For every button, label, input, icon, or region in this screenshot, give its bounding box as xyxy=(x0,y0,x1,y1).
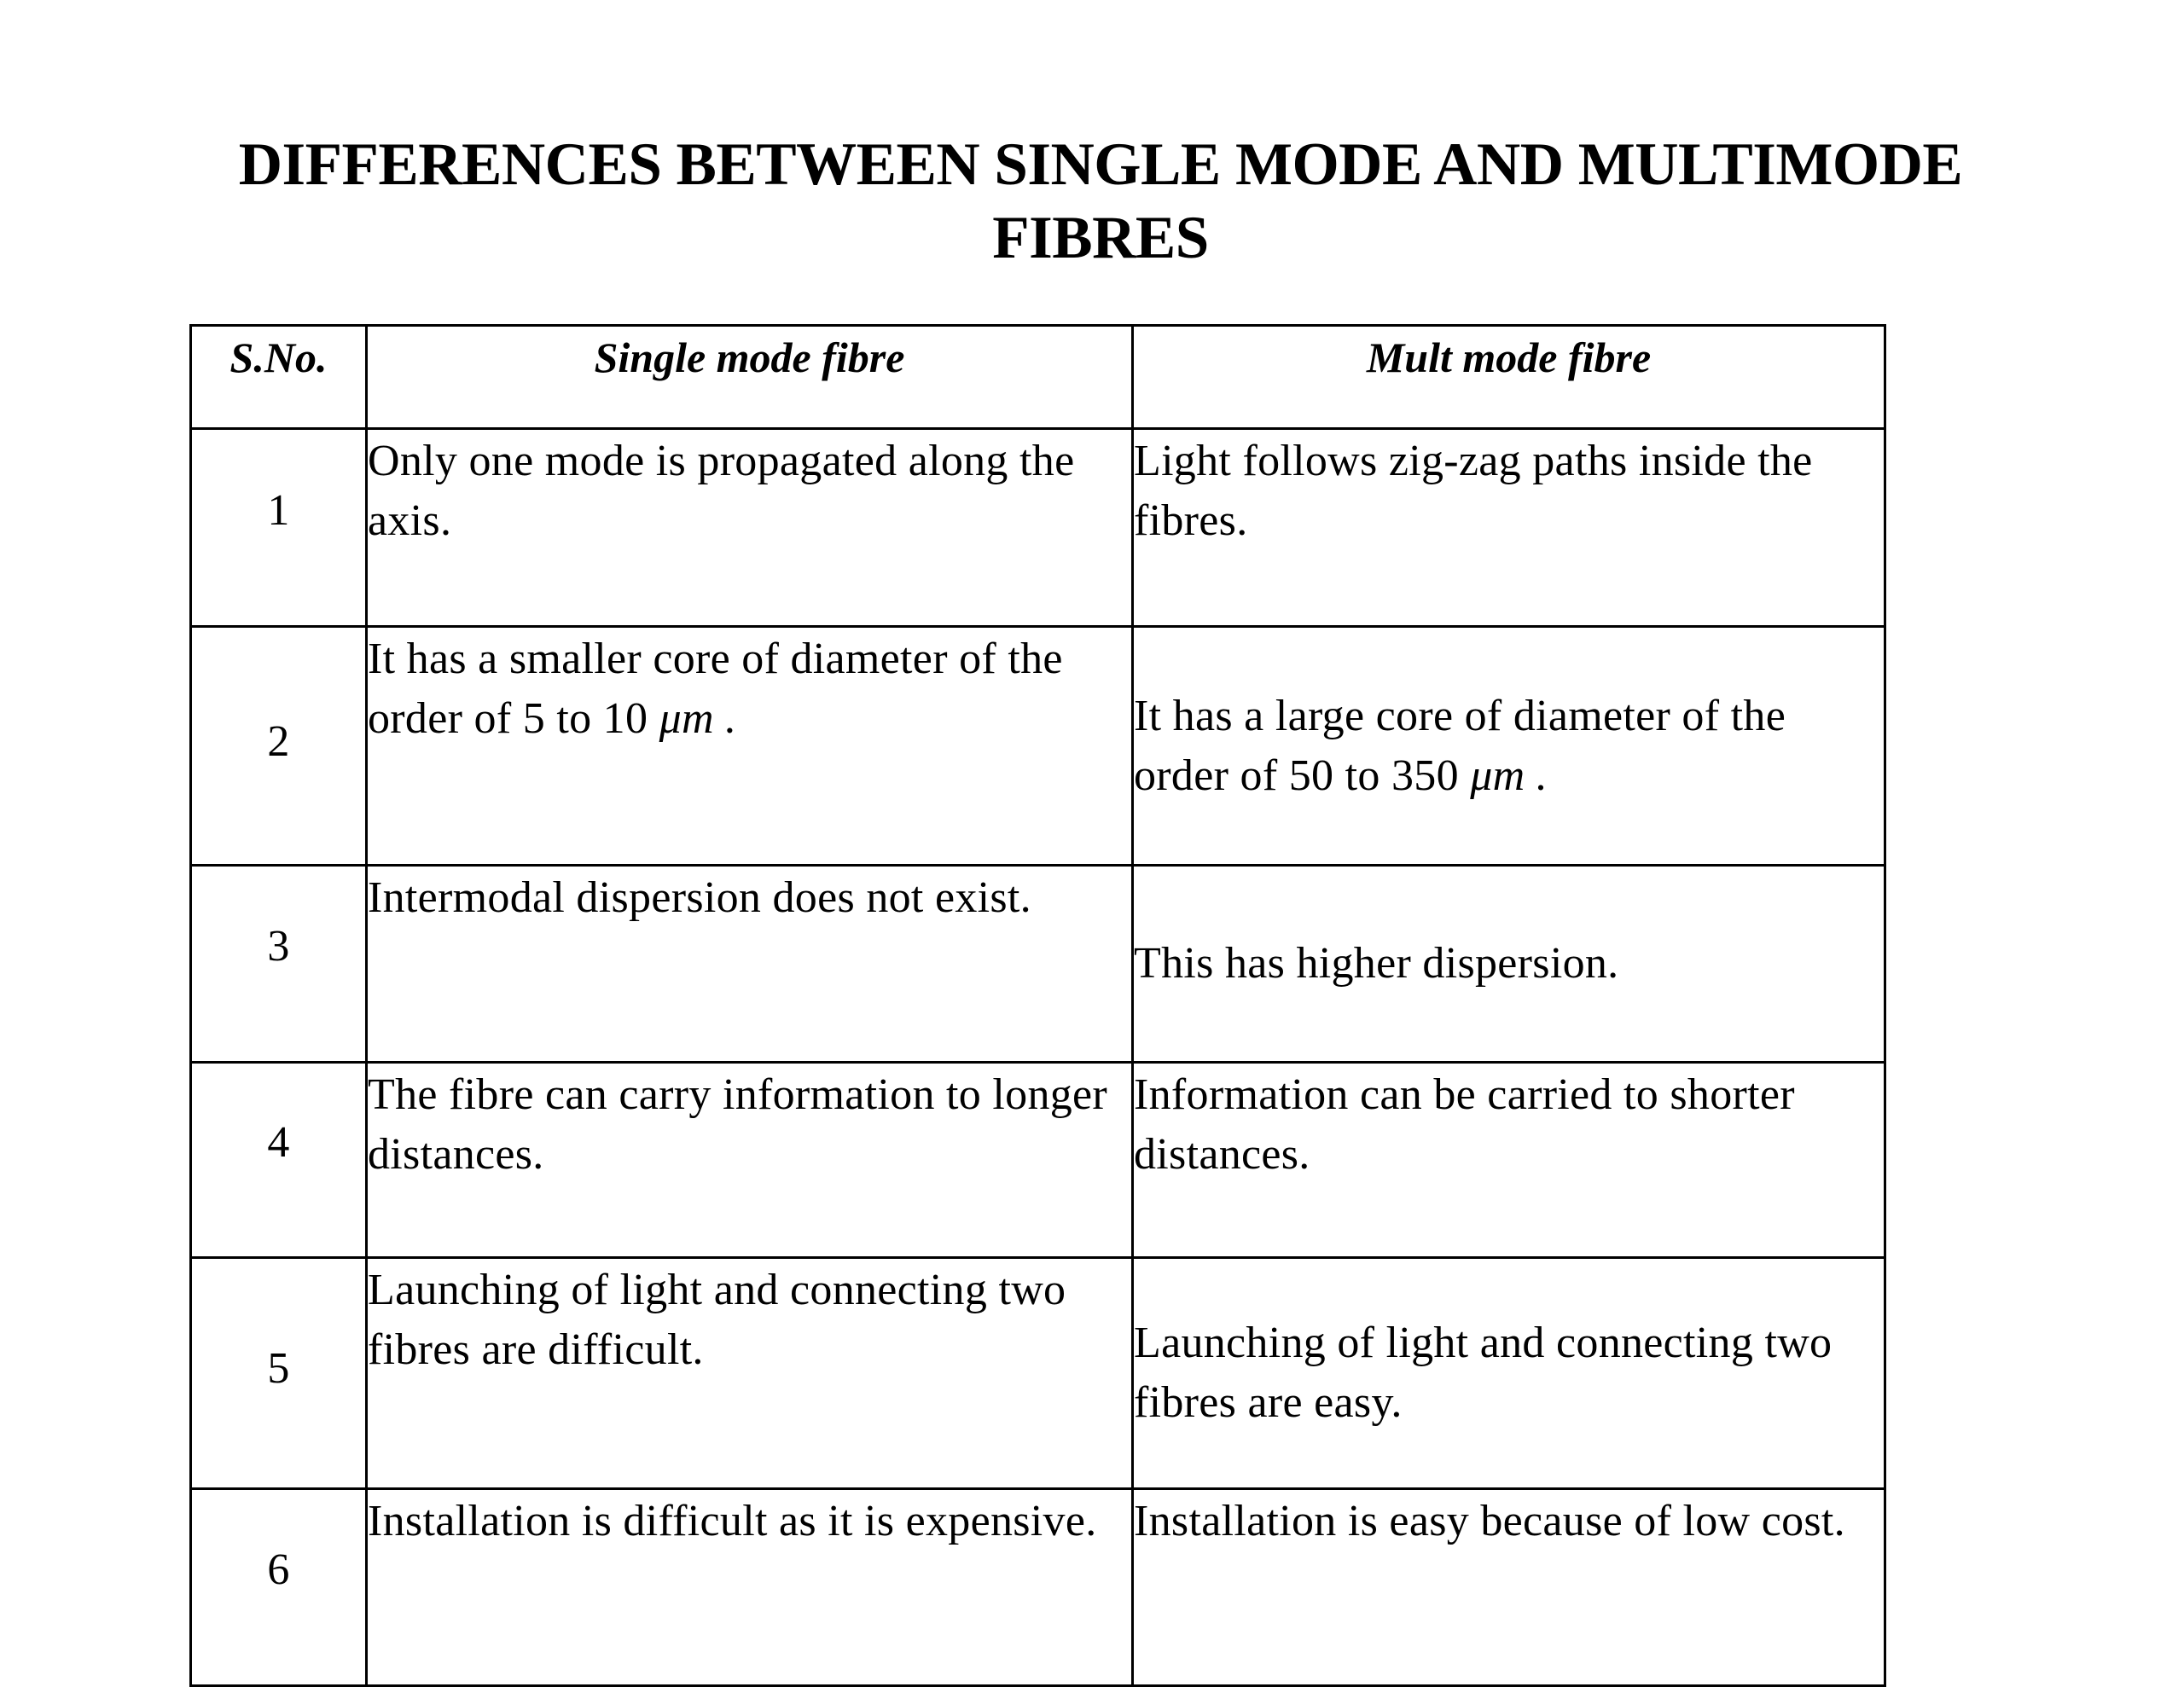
cell-text: Launching of light and connecting two fibres are easy. xyxy=(1134,1319,1833,1427)
single-mode-cell xyxy=(367,866,1133,1063)
row-number: 2 xyxy=(191,627,367,866)
table-row xyxy=(191,1258,1885,1489)
single-mode-cell xyxy=(367,1063,1133,1258)
multi-mode-cell xyxy=(1133,1489,1885,1686)
cell-text: Information can be carried to shorter distances. xyxy=(1134,1070,1795,1179)
single-mode-cell xyxy=(367,1489,1133,1686)
table-row xyxy=(191,1489,1885,1686)
page-title xyxy=(0,128,2184,275)
cell-text: Installation is difficult as it is expensive. xyxy=(368,1497,1097,1545)
table-header-row xyxy=(191,326,1885,429)
title-line-1: DIFFERENCES BETWEEN SINGLE MODE AND MULTIMODE xyxy=(238,131,1963,198)
row-number: 4 xyxy=(191,1063,367,1258)
single-mode-cell xyxy=(367,429,1133,627)
table-row xyxy=(191,429,1885,627)
header-multi-mode: Mult mode fibre xyxy=(1133,326,1885,429)
title-line-2: FIBRES xyxy=(992,205,1209,271)
multi-mode-cell xyxy=(1133,1258,1885,1489)
table-row xyxy=(191,1063,1885,1258)
comparison-table xyxy=(189,324,1886,1687)
unit-micrometre: μm . xyxy=(1470,751,1548,800)
header-single-mode: Single mode fibre xyxy=(367,326,1133,429)
row-number: 1 xyxy=(191,429,367,627)
cell-text: Intermodal dispersion does not exist. xyxy=(368,873,1031,922)
row-number: 5 xyxy=(191,1258,367,1489)
cell-text: This has higher dispersion. xyxy=(1134,939,1619,988)
multi-mode-cell xyxy=(1133,1063,1885,1258)
unit-micrometre: μm . xyxy=(659,694,737,743)
row-number: 6 xyxy=(191,1489,367,1686)
single-mode-cell xyxy=(367,627,1133,866)
cell-text: Launching of light and connecting two fibres are difficult. xyxy=(368,1266,1066,1374)
cell-text: Installation is easy because of low cost. xyxy=(1134,1497,1845,1545)
table-row xyxy=(191,627,1885,866)
multi-mode-cell xyxy=(1133,866,1885,1063)
header-sno: S.No. xyxy=(191,326,367,429)
cell-text: Light follows zig-zag paths inside the fibres. xyxy=(1134,437,1813,545)
table-row xyxy=(191,866,1885,1063)
cell-text: It has a large core of diameter of the order of 50 to 350 xyxy=(1134,691,1786,800)
multi-mode-cell xyxy=(1133,429,1885,627)
cell-text: Only one mode is propagated along the axis. xyxy=(368,437,1075,545)
row-number: 3 xyxy=(191,866,367,1063)
multi-mode-cell xyxy=(1133,627,1885,866)
single-mode-cell xyxy=(367,1258,1133,1489)
cell-text: The fibre can carry information to longer distances. xyxy=(368,1070,1108,1179)
cell-text: It has a smaller core of diameter of the order of 5 to 10 xyxy=(368,635,1063,743)
